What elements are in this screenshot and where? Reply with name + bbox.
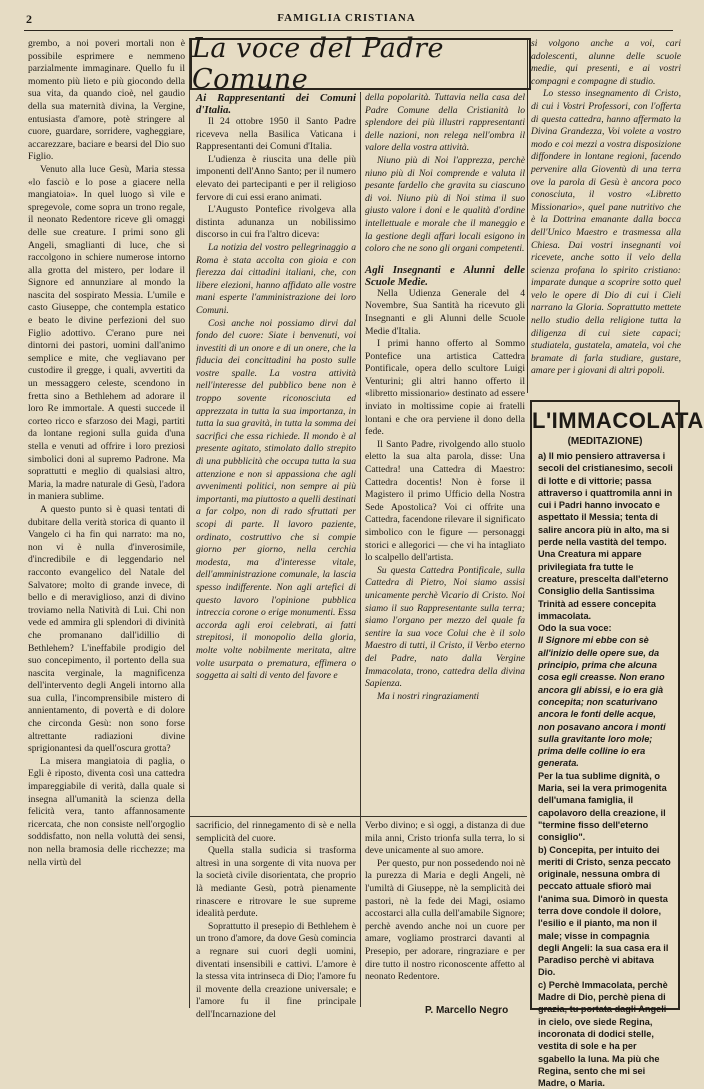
paragraph: Soprattutto il presepio di Bethlehem è un trono d'amore, da dove Gesù comincia a regnare sui cuori degli uomini, diventati insensibili e cattivi. L'amore è la stessa vita intrinseca di Dio; l'amore fu il movente della creazione universale; e l'amore fu il fine principale dell'Incarnazione del	[196, 920, 356, 1020]
paragraph: Su questa Cattedra Pontificale, sulla Cattedra di Pietro, Noi siamo assisi unicamente perchè Vicario di Cristo. Noi siamo il suo Rappresentante sulla terra; siamo l'organo per mezzo del quale fa sentire la sua voce Colui che è il solo Maestro di tutti, il Cristo, il Verbo eterno del Padre, nato dalla Vergine Immacolata, trono, cattedra della divina Sapienza.	[365, 564, 525, 690]
paragraph: I primi hanno offerto al Sommo Pontefice una artistica Cattedra Pontificale, opera dello scultore Luigi Venturini; gli altri hanno offerto il «libretto missionario» destinato ad essere inviato in moltissime copie ai fratelli lontani e che ora perviene il dono della fede.	[365, 338, 525, 438]
paragraph: Il Santo Padre, rivolgendo allo stuolo eletto la sua alta parola, disse: Una Cattedra! una Cattedra di Maestro: Cattedra docentis! Non è forse il Magistero il primo Ufficio della Nostra Sede Apostolica? Voi ci offrite una Cattedra, facendone rilevare il significato simbolico con le figure — personaggi storici e allegorici — che vi ha intagliato lo scalpello dell'artista.	[365, 438, 525, 564]
section-title: Ai Rappresentanti dei Comuni d'Italia.	[196, 92, 356, 116]
section-title: Agli Insegnanti e Alunni delle Scuole Medie.	[365, 263, 525, 288]
box-subtitle: (MEDITAZIONE)	[567, 436, 643, 447]
paragraph: A questo punto si è quasi tentati di dubitare della verità storica di quanto il Vangelo ci ha fin qui narrato: ma no, non vi è nulla d'inverosimile, d'incredibile e di leggendario nel racconto evangelico del Natale del Salvatore; molto di grande invece, di bello e di meraviglioso, anzi di divino troviamo nella Natività di Lui. Chi non vede ed ammira gli splendori di divinità che promanano dall'idillio di Bethlehem? L'ineffabile prodigio del suo concepimento, il portento della sua nascita verginale, la magnificenza dell'intervento degli Angeli intorno alla sua culla, l'incomprensibile mistero di annientamento, di povertà e di dolore che circonda Gesù: non sono forse altrettante radiazioni divine sprigionantesi da quell'oscura grotta?	[28, 503, 185, 755]
author-signature: P. Marcello Negro	[425, 1005, 509, 1016]
paragraph: Verbo divino; e sì oggi, a distanza di due mila anni, Cristo trionfa sulla terra, lo si deve unicamente al suo amore.	[365, 820, 525, 857]
article-comuni	[196, 92, 356, 814]
box-body	[538, 450, 673, 1089]
column-rule-1	[189, 38, 190, 1008]
headline-box	[190, 33, 531, 95]
paragraph: Nella Udienza Generale del 4 Novembre, Sua Santità ha ricevuto gli Insegnanti e gli Alunni delle Scuole Medie d'Italia.	[365, 287, 525, 337]
natale-continued-b	[365, 820, 525, 998]
paragraph: L'Augusto Pontefice rivolgeva alla distinta adunanza un nobilissimo discorso in cui fra l'altro diceva:	[196, 204, 356, 241]
paragraph: sacrificio, del rinnegamento di sè e nella semplicità del cuore.	[196, 820, 356, 844]
quote	[538, 634, 673, 769]
paragraph: Odo la sua voce:	[538, 623, 612, 634]
publication-title: FAMIGLIA CRISTIANA	[277, 12, 416, 24]
paragraph: Niuno più di Noi l'apprezza, perchè niuno più di Noi comprende e valuta il pesante fardello che gravita su ciascuno di voi. Niuno più di Noi stima il suo giusto valore i doni e le qualità d'ordine intellettuale e morale che il maneggio e la gestione degli affari locali esigono in coloro che ne sono gli organi competenti.	[365, 154, 525, 255]
headline: La voce del Padre Comune	[192, 33, 445, 95]
article-scuole-continued	[531, 38, 681, 390]
paragraph: Per questo, pur non possedendo noi nè la purezza di Maria e degli Angeli, nè l'umiltà di Giuseppe, nè la semplicità dei pastori, nè la fede dei Magi, osiamo accostarci alla culla dell'amabile Signore; perchè avendo anche noi un cuore per amare, vogliamo prostrarci davanti al Presepio, per adorare, ringraziare e per dire tutto il nostro riconoscente affetto al neonato Redentore.	[365, 857, 525, 983]
page-number: 2	[26, 12, 32, 26]
column-rule-2	[360, 92, 361, 1007]
quote-text: Il Signore mi ebbe con sè all'inizio delle opere sue, da principio, prima che alcuna cosa egli creasse. Non erano ancora gli abissi, e io era già concepita; non scaturivano ancora le fonti delle acque, non posavano ancora i monti sulla gravitante loro mole; prima delle colline io era generata.	[538, 635, 666, 769]
paragraph: Così anche noi possiamo dirvi dal fondo del cuore: Siate i benvenuti, voi investiti di un onore e di un onere, che la fiducia dei concittadini ha posto sulle vostre spalle. La vostra attività nell'interesse del pubblico bene non è troppo sovente riconosciuta ed apprezzata in tutta la sua importanza, in tutta la sua gravità, in tutta la somma dei sacrifici che essa richiede. Il mondo è al presente agitato, stimolato dallo strepito di una pubblicità che occupa tutta la sua attenzione e non si appassiona che agli avvenimenti politici, non sempre ai più importanti, ma piuttosto a quelli destinati a far colpo, non di rado sfruttati per scopi di parte. Il lavoro paziente, ordinato, costruttivo che si compie giorno per giorno, nella cerchia modesta, ma d'interesse vitale, dell'amministrazione comunale, la lascia spesso indifferente. Non agli artefici di questo lavoro l'opinione pubblica intreccia corone o erige monumenti. Essa accorda agli eroi celebrati, ai fatti strepitosi, il monopolio della gloria, molte volte nobilmente meritata, altre volte usurpata o prematura, effimera o soggetta ai salti di vento del favore e	[196, 317, 356, 682]
paragraph: grembo, a noi poveri mortali non è possibile esprimere e nemmeno parzialmente immaginare. Quello fu il momento più lieto e più giocondo della sua vita, da quando cioè, nel gaudio della sua maternità divina, la Vergine, entusiasta d'amore, potè stringere al cuore, guardare, sorridere, vagheggiare, accarezzare, baciare e bearsi del Dio suo Figlio.	[28, 38, 185, 163]
paragraph: b) Concepita, per intuito dei meriti di Cristo, senza peccato originale, nessuna ombra di peccato attuale sfiorò mai l'anima sua. Dimorò in questa terra dove condole il dolore, l'esilio e il pianto, ma non il male; visse in compagnia degli Angeli: la sua casa era il Paradiso perchè vi abitava Dio.	[538, 844, 671, 978]
paragraph: c) Perchè Immacolata, perchè Madre di Dio, perchè piena di grazia, tu portata dagli Angeli in cielo, ove siede Regina, incoronata di dodici stelle, vestita di sole e ha per sgabello la luna. Ma più che Regina, sento che mi sei Madre, o Maria.	[538, 979, 668, 1089]
immacolata-box	[530, 400, 704, 1089]
paragraph: Per la tua sublime dignità, o Maria, sei la vera primogenita dell'umana famiglia, il capolavoro della creazione, il "termine fisso dell'eterno consiglio".	[538, 770, 667, 843]
paragraph: Venuto alla luce Gesù, Maria stessa «lo fasciò e lo pose a giacere nella mangiatoia». In quel luogo sì vile e spregevole, come sopra un trono regale, il neonato Redentore riceve gli omaggi delle sue creature. I primi sono gli Angeli, smaglianti di luce, che si raccolgono in schiere numerose intorno alla grotta del mistero, per lodare il Signore ed annunziare al mondo la nascita del sospirato Messia. L'umile e casto Giuseppe, che contempla estatico e beato le divine perfezioni del suo Figlio adottivo. C'erano pure nei dintorni dei pastori, uomini dall'animo semplice e mite, che vegliavano per custodire il gregge, i quali, avvertiti da un messaggero celeste, scendono in fretta sino a Bethlehem ad adorare il loro Re immortale. A questi succede il corteo ricco e sfarzoso dei Magi, partiti da lontane regioni sulla guida d'una stella e venuti ad offrire i loro preziosi simbolici doni al supremo Padrone. Ma soprattutti e meglio di qualsiasi altro, Maria, la madre naturale di Gesù, l'adora in maniera sublime.	[28, 163, 185, 503]
paragraph: La misera mangiatoia di paglia, o Egli è riposto, diventa così una cattedra impareggiabile di verità, dalla quale si insegna all'umanità la scienza della felicità vera, tanto affannosamente ricercata, che non consiste nell'orgoglio soddisfatto, non nella voluttà dei sensi, non nella bramosia delle ricchezze; ma nella virtù del	[28, 755, 185, 868]
paragraph: a) Il mio pensiero attraversa i secoli del cristianesimo, secoli di lotte e di vittorie; passa attraverso i quattromila anni in cui i Padri hanno invocato e aspettato il Messia; tenta di salire ancora più in alto, ma si perde nella vastità del tempo. Una Creatura mi appare privilegiata fra tutte le creature, prescelta dall'eterno Consiglio della Santissima Trinità ad essere concepita immacolata.	[538, 451, 673, 621]
paragraph: La notizia del vostro pellegrinaggio a Roma è stata accolta con gioia e con fierezza dai cittadini italiani, che, con libere elezioni, hanno affidato alle vostre mani esperte l'amministrazione dei loro Comuni.	[196, 241, 356, 316]
paragraph: Il 24 ottobre 1950 il Santo Padre riceveva nella Basilica Vaticana i Rappresentanti dei Comuni d'Italia.	[196, 116, 356, 153]
paragraph: L'udienza è riuscita una delle più imponenti dell'Anno Santo; per il numero elevato dei partecipanti e per il religioso fervore di cui essi erano animati.	[196, 153, 356, 203]
article-divider-rule	[190, 816, 527, 817]
header-rule	[24, 30, 673, 31]
paragraph: Quella stalla sudicia si trasforma altresì in una sorgente di vita nuova per la società civile disorientata, che proprio là mediante Gesù, potrà pienamente rinascere e ritrovare le sue supreme idealità perdute.	[196, 845, 356, 920]
paragraph: si volgono anche a voi, cari adolescenti, alunne delle scuole medie, qui presenti, e ai vostri compagni e compagne di studio.	[531, 38, 681, 87]
paragraph: Lo stesso insegnamento di Cristo, di cui i Vostri Professori, con l'offerta di questa cattedra, hanno affermato la Divina Grandezza, Voi volete a vostro modo e coi mezzi a vostra disposizione diffondere in lontane regioni, facendo pervenire alla Gioventù di una terra ove la parola di Gesù è ancora poco conosciuta, il vostro «Libretto Missionario», quel pane nutritivo che è la Dottrina emanante dalla bocca dell'Unico Maestro e trasmessa alla Chiesa. Dai vostri insegnanti voi ricevete, anche sotto il velo della scienza profana lo spirito cristiano: imparate dunque a scoprire sotto quel velo le opere di Dio di cui i Cieli narrano la Gloria. Soprattutto mettete nello studio della religione tutta la diligenza di cui siete capaci; studiatela, gustatela, amatela, voi che bramate di farla studiare, gustare, amare per i giovani di altri popoli.	[531, 88, 681, 377]
box-title: L'IMMACOLATA	[532, 408, 704, 433]
left-column	[28, 38, 185, 1006]
natale-continued-a	[196, 820, 356, 1020]
article-scuole	[365, 92, 525, 814]
paragraph: Ma i nostri ringraziamenti	[377, 690, 480, 702]
paragraph: della popolarità. Tuttavia nella casa del Padre Comune della Cristianità lo splendore dei più illustri rappresentanti delle nazioni, non relega nell'ombra il valore della vostra attività.	[365, 92, 525, 154]
